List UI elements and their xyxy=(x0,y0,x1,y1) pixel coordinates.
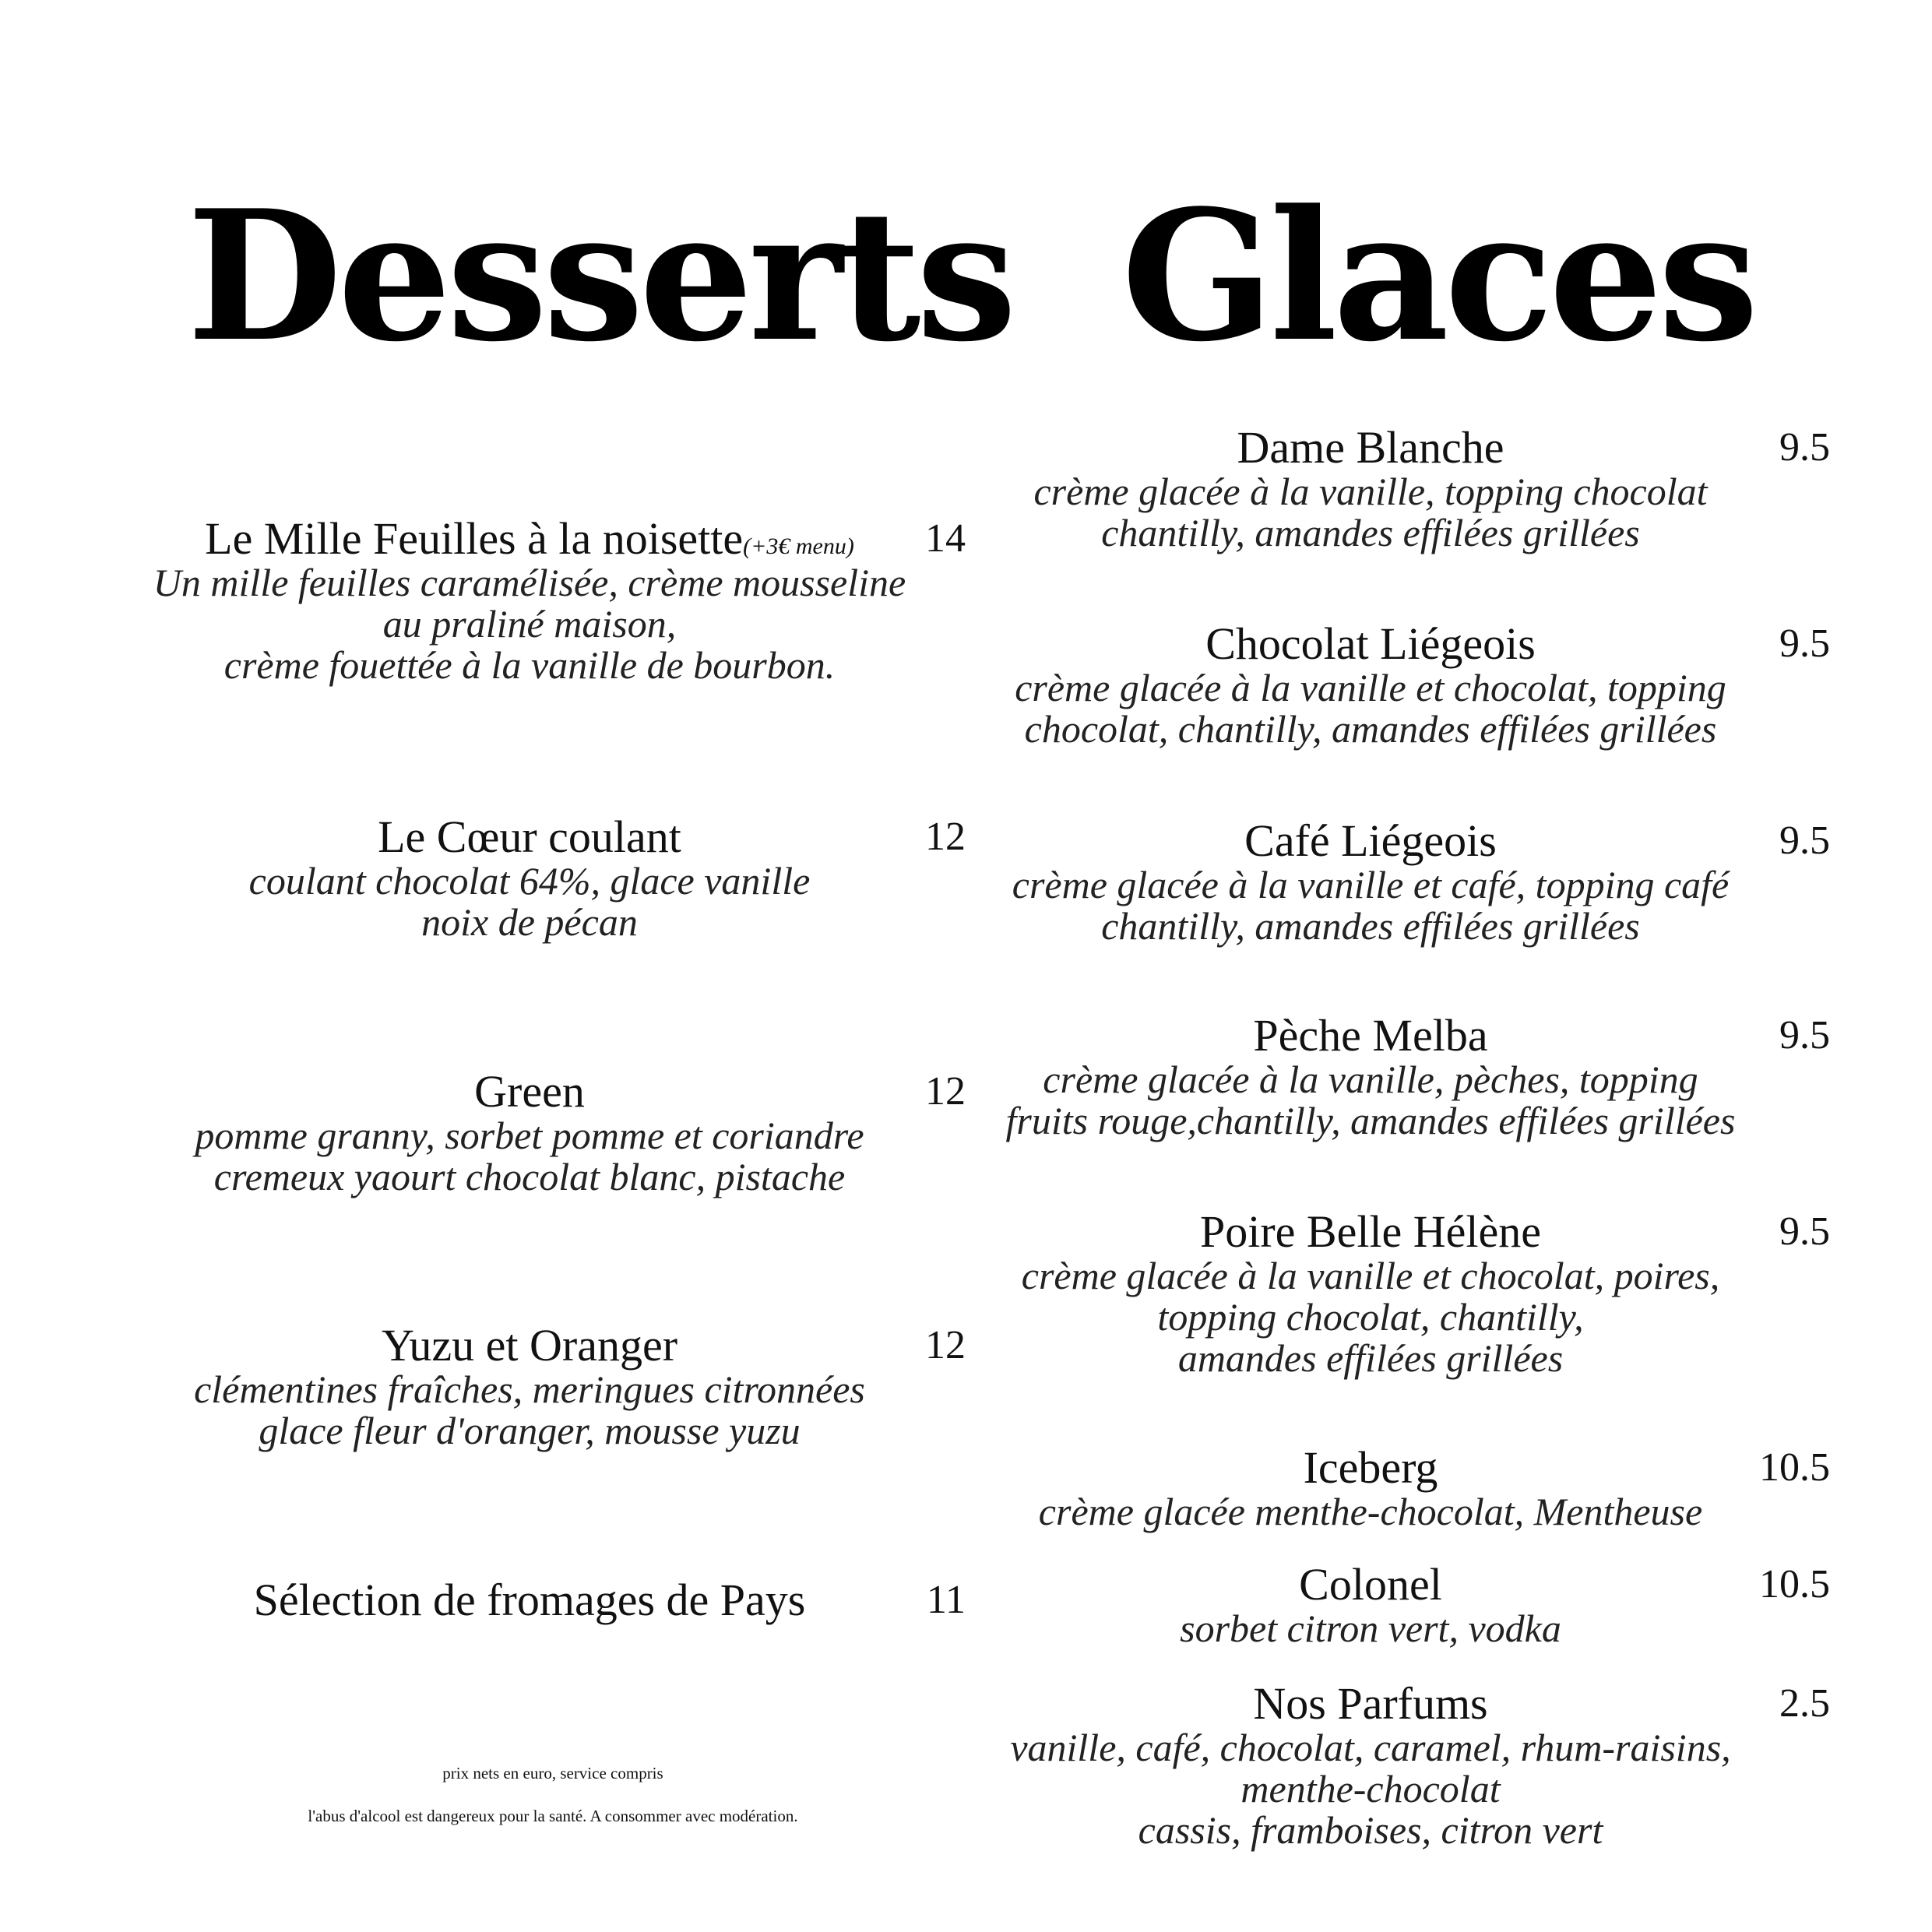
item-description: coulant chocolat 64%, glace vanille noix de pécan xyxy=(248,859,811,944)
item-price: 10.5 xyxy=(1759,1445,1830,1490)
item-name: Sélection de fromages de Pays xyxy=(253,1575,806,1625)
item-description: crème glacée à la vanille et chocolat, topping chocolat, chantilly, amandes effilées grillées xyxy=(1015,666,1726,751)
item-price: 11 xyxy=(926,1578,966,1622)
item-price: 10.5 xyxy=(1759,1562,1830,1606)
item-description: Un mille feuilles caramélisée, crème mousseline au praliné maison, crème fouettée à la vanille de bourbon. xyxy=(153,561,906,687)
item-name: Green xyxy=(474,1066,585,1117)
item-name: Nos Parfums xyxy=(1253,1678,1488,1729)
item-description: vanille, café, chocolat, caramel, rhum-raisins, menthe-chocolat cassis, framboises, citron vert xyxy=(1010,1726,1731,1852)
item-price: 9.5 xyxy=(1779,818,1830,863)
item-price: 14 xyxy=(925,516,966,561)
item-name: Le Mille Feuilles à la noisette(+3€ menu) xyxy=(205,513,854,564)
item-name: Dame Blanche xyxy=(1237,422,1504,473)
item-description: crème glacée menthe-chocolat, Mentheuse xyxy=(1038,1490,1703,1533)
item-description: crème glacée à la vanille, pèches, topping fruits rouge,chantilly, amandes effilées grillées xyxy=(1005,1057,1736,1142)
item-description: crème glacée à la vanille, topping chocolat chantilly, amandes effilées grillées xyxy=(1033,470,1708,554)
item-name: Pèche Melba xyxy=(1253,1010,1488,1061)
item-description: sorbet citron vert, vodka xyxy=(1180,1606,1561,1650)
item-price: 12 xyxy=(925,1069,966,1114)
item-price: 12 xyxy=(925,815,966,859)
item-price: 9.5 xyxy=(1779,1209,1830,1254)
item-description: crème glacée à la vanille et chocolat, poires, topping chocolat, chantilly, amandes effilées grillées xyxy=(1021,1254,1720,1380)
item-name: Le Cœur coulant xyxy=(378,811,681,862)
item-price: 9.5 xyxy=(1779,621,1830,666)
item-price: 9.5 xyxy=(1779,425,1830,470)
item-description: crème glacée à la vanille et café, topping café chantilly, amandes effilées grillées xyxy=(1012,863,1730,948)
item-description: clémentines fraîches, meringues citronnées glace fleur d'oranger, mousse yuzu xyxy=(194,1367,865,1452)
item-price: 2.5 xyxy=(1779,1681,1830,1726)
item-description: pomme granny, sorbet pomme et coriandre cremeux yaourt chocolat blanc, pistache xyxy=(195,1114,864,1198)
item-name: Iceberg xyxy=(1303,1442,1438,1493)
item-price: 12 xyxy=(925,1323,966,1367)
item-name: Colonel xyxy=(1299,1559,1442,1610)
item-name: Yuzu et Oranger xyxy=(381,1320,678,1371)
footer-alcohol-warning: l'abus d'alcool est dangereux pour la santé. A consommer avec modération. xyxy=(308,1807,798,1825)
item-note: (+3€ menu) xyxy=(743,533,854,559)
item-price: 9.5 xyxy=(1779,1013,1830,1057)
desserts-title: Desserts xyxy=(187,171,1012,382)
item-name: Chocolat Liégeois xyxy=(1205,618,1536,669)
item-name: Poire Belle Hélène xyxy=(1199,1206,1542,1257)
footer-prices-note: prix nets en euro, service compris xyxy=(442,1764,663,1782)
glaces-title: Glaces xyxy=(1121,171,1754,382)
item-name: Café Liégeois xyxy=(1244,815,1497,866)
